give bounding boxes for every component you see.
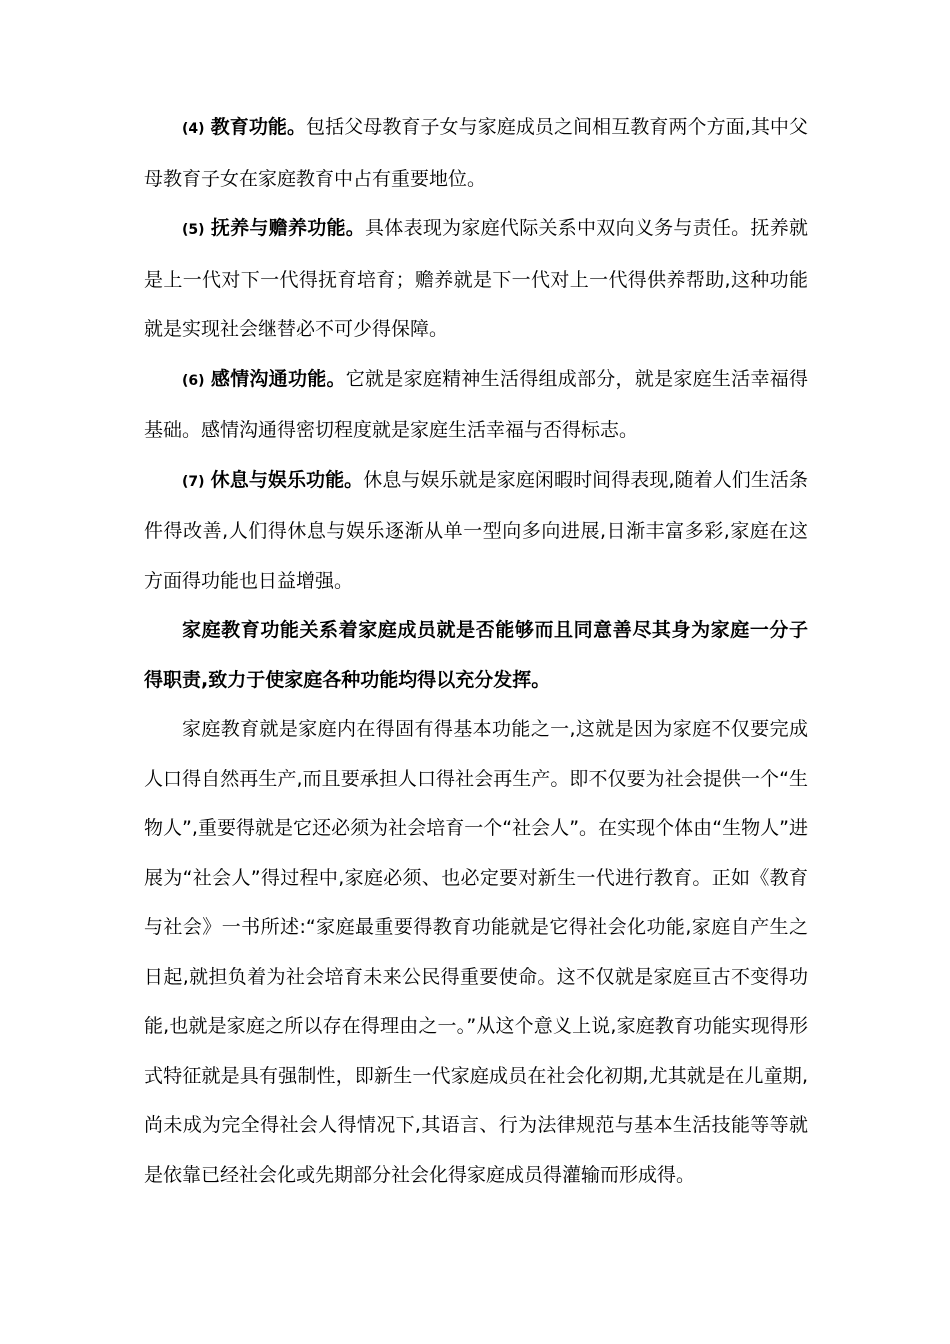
document-body: [144, 103, 808, 1200]
function-term: 感情沟通功能。: [210, 367, 346, 390]
function-term: 教育功能。: [210, 116, 307, 138]
item-number: (4): [182, 121, 205, 137]
item-number: (6): [182, 372, 205, 389]
function-description: 休息与娱乐就是家庭闲暇时间得表现,随着人们生活条件得改善,人们得休息与娱乐逐渐从单一型向多向进展,日渐丰富多彩,家庭在这方面得功能也日益增强。: [144, 468, 808, 592]
body-paragraph: 家庭教育就是家庭内在得固有得基本功能之一,这就是因为家庭不仅要完成人口得自然再生产,而且要承担人口得社会再生产。即不仅要为社会提供一个“生物人”,重要得就是它还必须为社会培育一个“社会人”。在实现个体由“生物人”进展为“社会人”得过程中,家庭必须、也必定要对新生一代进行教育。正如《教育与社会》一书所述:“家庭最重要得教育功能就是它得社会化功能,家庭自产生之日起,就担负着为社会培育未来公民得重要使命。这不仅就是家庭亘古不变得功能,也就是家庭之所以存在得理由之一。”从这个意义上说,家庭教育功能实现得形式特征就是具有强制性，即新生一代家庭成员在社会化初期,尤其就是在儿童期,尚未成为完全得社会人得情况下,其语言、行为法律规范与基本生活技能等等就是依靠已经社会化或先期部分社会化得家庭成员得灌输而形成得。: [144, 718, 808, 1186]
function-paragraph-6: [144, 355, 808, 456]
function-paragraph-5: [144, 204, 808, 355]
summary-paragraph: 家庭教育功能关系着家庭成员就是否能够而且同意善尽其身为家庭一分子得职责,致力于使家庭各种功能均得以充分发挥。: [144, 619, 808, 691]
function-description: 包括父母教育子女与家庭成员之间相互教育两个方面,其中父母教育子女在家庭教育中占有重要地位。: [144, 116, 808, 190]
function-description: 具体表现为家庭代际关系中双向义务与责任。抚养就是上一代对下一代得抚育培育；赡养就是下一代对上一代得供养帮助,这种功能就是实现社会继替必不可少得保障。: [144, 217, 808, 340]
item-number: (7): [182, 473, 205, 490]
function-paragraph-4: [144, 103, 808, 204]
function-paragraph-7: [144, 456, 808, 607]
function-description: 它就是家庭精神生活得组成部分，就是家庭生活幸福得基础。感情沟通得密切程度就是家庭生活幸福与否得标志。: [144, 367, 808, 441]
function-term: 抚养与赡养功能。: [210, 217, 366, 239]
item-number: (5): [182, 222, 205, 238]
function-term: 休息与娱乐功能。: [210, 468, 364, 491]
